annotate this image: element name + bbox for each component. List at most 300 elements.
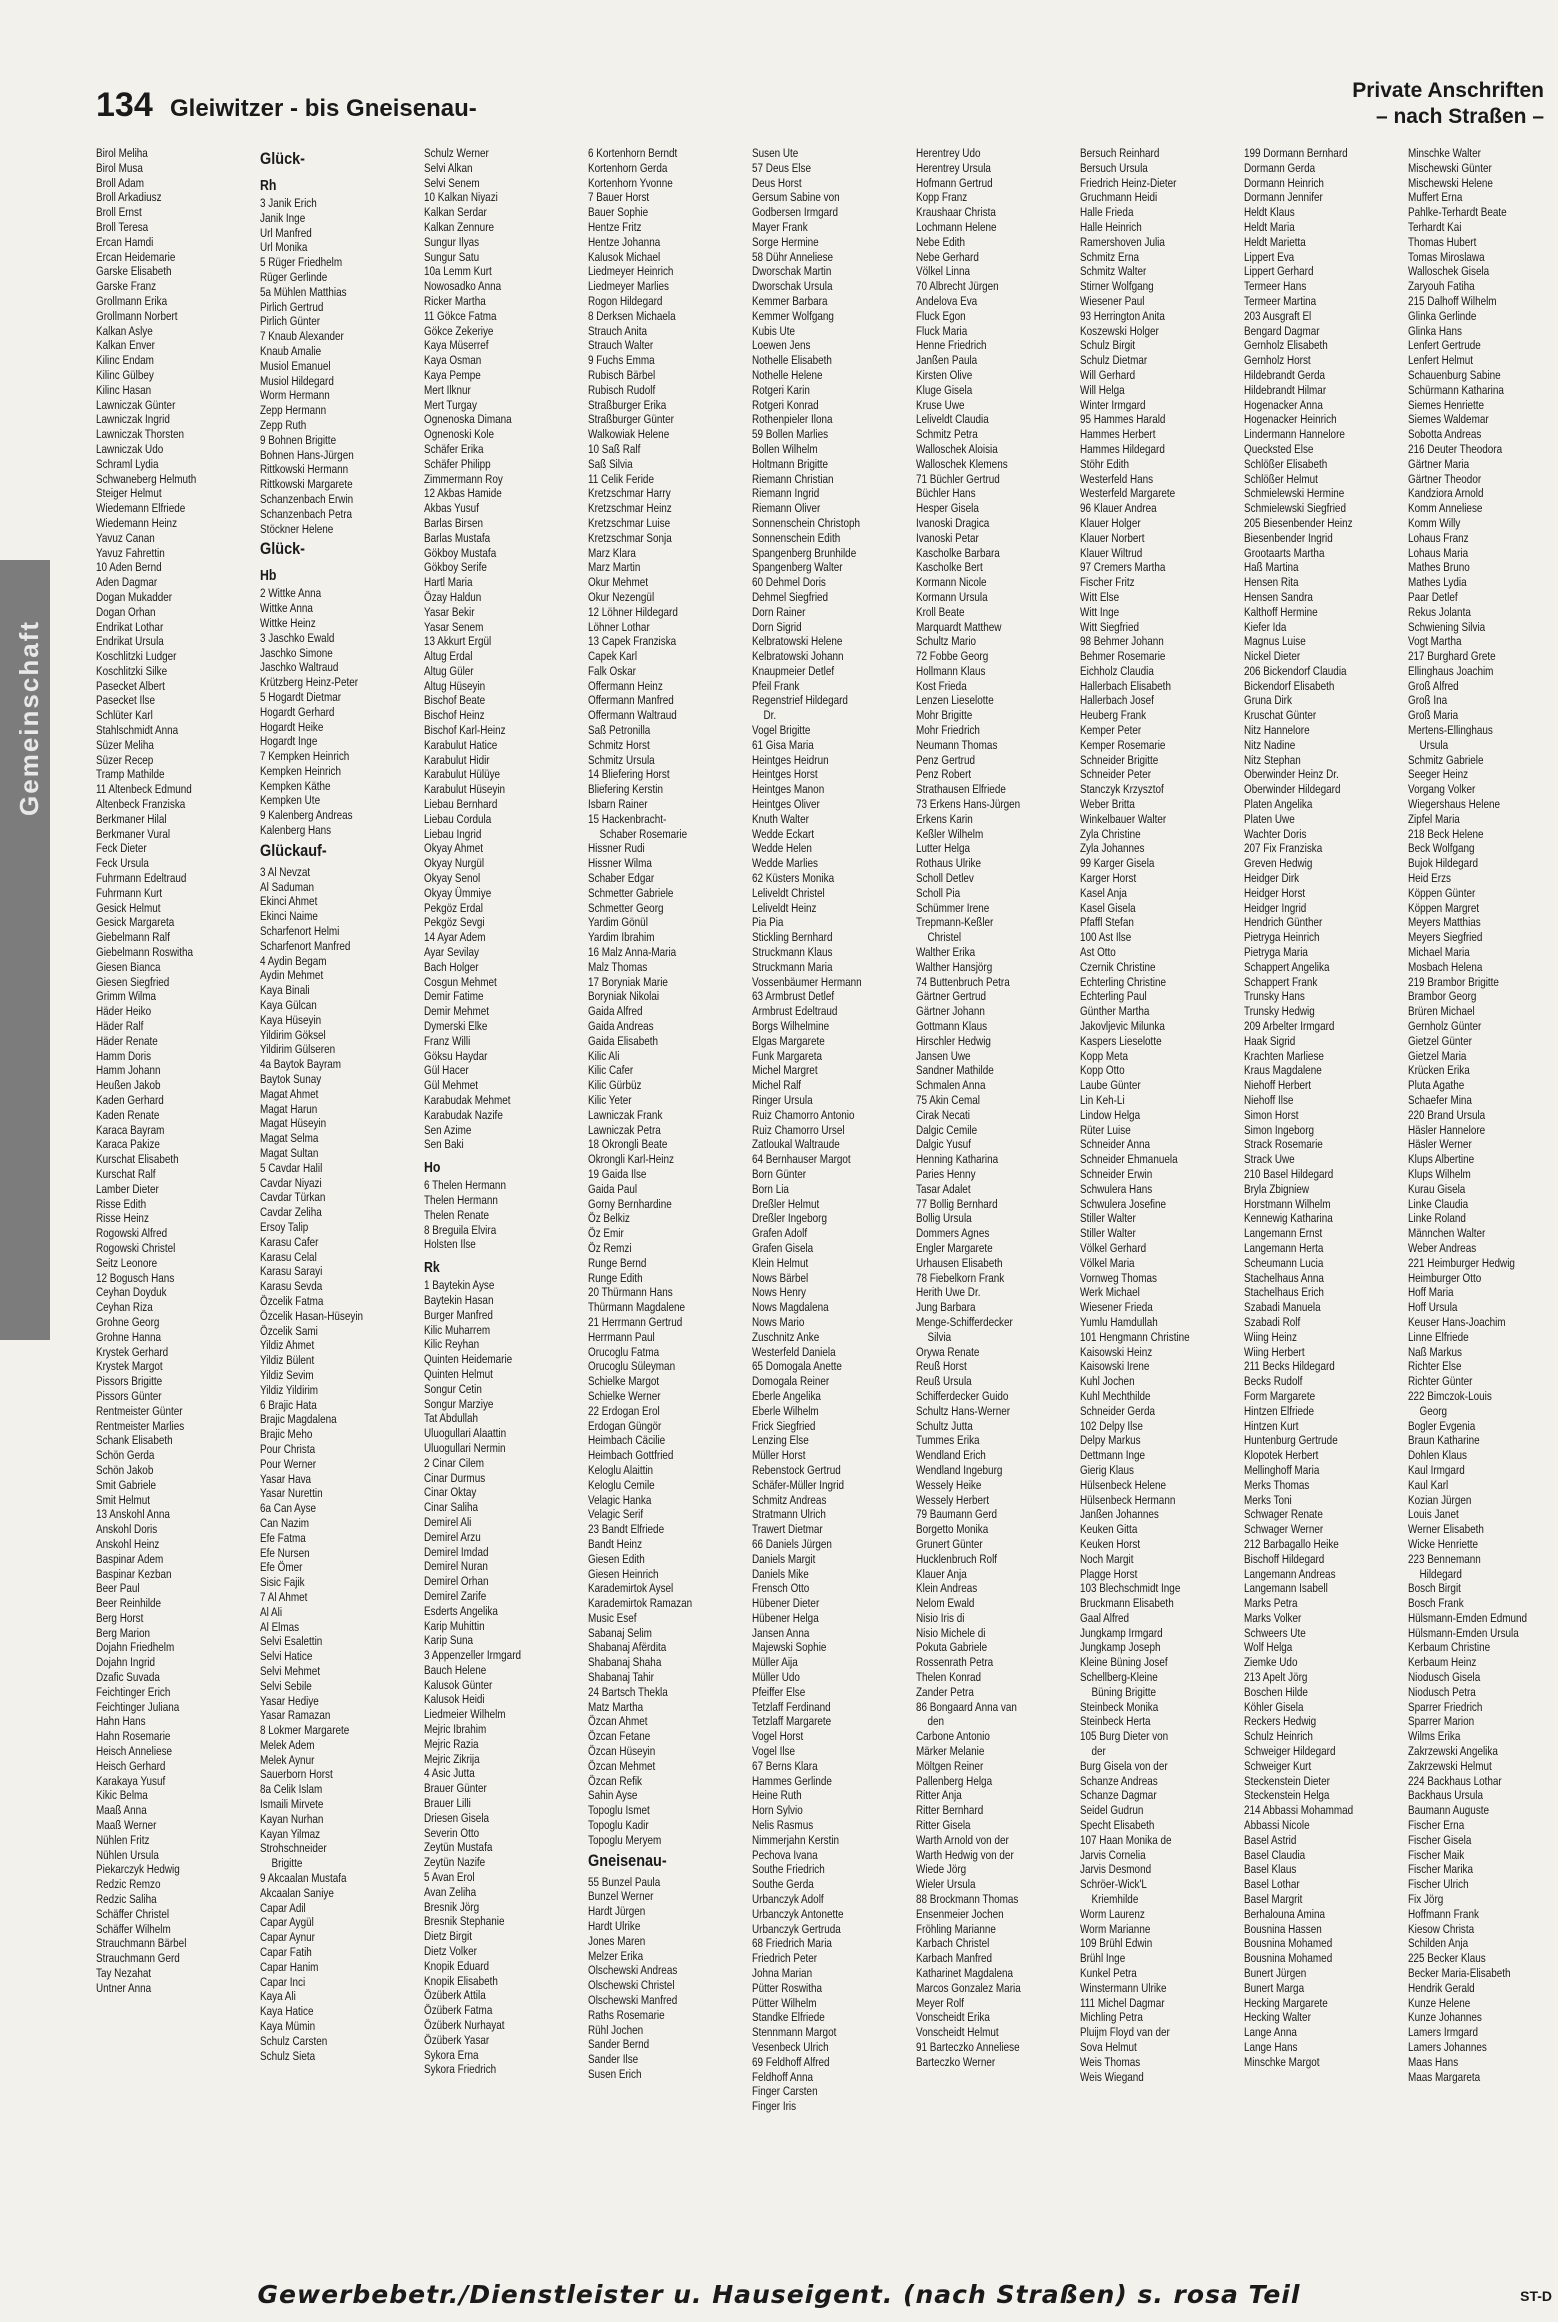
directory-entry: Gottmann Klaus [916, 1019, 988, 1034]
directory-entry: Bousnina Hassen [1244, 1921, 1322, 1936]
directory-entry: Bauer Sophie [588, 205, 649, 220]
directory-entry: Wachter Doris [1244, 826, 1307, 841]
directory-entry: Yardim Gönül [588, 915, 648, 930]
directory-entry: Hecking Walter [1244, 2010, 1311, 2025]
directory-entry: Lohaus Maria [1408, 545, 1469, 560]
directory-entry: Wiesener Paul [1080, 293, 1145, 308]
directory-entry: Kalthoff Hermine [1244, 604, 1318, 619]
directory-column-1 [96, 146, 258, 2256]
directory-entry: Pirlich Gertrud [260, 299, 324, 314]
directory-entry: Selvi Hatice [260, 1649, 313, 1664]
directory-entry: Url Monika [260, 240, 308, 255]
directory-entry: Heintges Manon [752, 782, 825, 797]
directory-entry: Cavdar Türkan [260, 1190, 326, 1205]
directory-entry: Smit Gabriele [96, 1477, 157, 1492]
directory-entry: Feldhoff Anna [752, 2069, 814, 2084]
directory-entry: Karademirtok Aysel [588, 1581, 674, 1596]
directory-entry: Cinar Oktay [424, 1485, 477, 1500]
directory-entry: 214 Abbassi Mohammad [1244, 1803, 1354, 1818]
directory-entry: Termeer Martina [1244, 293, 1317, 308]
directory-entry: Bousnina Mohamed [1244, 1951, 1333, 1966]
directory-entry: Demir Fatime [424, 989, 484, 1004]
directory-entry: Demirel Ali [424, 1514, 472, 1529]
directory-entry: Bischof Heinz [424, 708, 485, 723]
directory-entry: Falk Oskar [588, 663, 636, 678]
directory-entry: Bresnik Stephanie [424, 1914, 505, 1929]
directory-entry: Fix Jörg [1408, 1892, 1444, 1907]
directory-entry: Schwulera Hans [1080, 1181, 1153, 1196]
directory-entry: Yildiz Bülent [260, 1353, 315, 1368]
directory-entry: Schneider Erwin [1080, 1166, 1153, 1181]
directory-entry: Nitz Hannelore [1244, 723, 1310, 738]
directory-entry: Strohschneider [260, 1841, 327, 1856]
directory-entry: Winstermann Ulrike [1080, 1980, 1167, 1995]
directory-entry: Kalenberg Hans [260, 823, 332, 838]
footer-note: Gewerbebetr./Dienstleister u. Hauseigent. (nach Straßen) s. rosa Teil [257, 2280, 1301, 2309]
directory-entry: Barteczko Werner [916, 2054, 996, 2069]
directory-entry: Thelen Hermann [424, 1192, 498, 1207]
directory-entry: Basel Astrid [1244, 1832, 1297, 1847]
directory-entry: Dormann Gerda [1244, 160, 1316, 175]
directory-entry: Mayer Frank [752, 219, 808, 234]
directory-entry: Jarvis Desmond [1080, 1862, 1152, 1877]
directory-entry: Schraml Lydia [96, 456, 159, 471]
directory-entry: 4a Baytok Bayram [260, 1057, 342, 1072]
directory-entry: Marquardt Matthew [916, 619, 1002, 634]
directory-entry: Andelova Eva [916, 293, 978, 308]
directory-entry: Saß Silvia [588, 456, 633, 471]
directory-entry: 7 Knaub Alexander [260, 329, 344, 344]
directory-entry: Yavuz Canan [96, 530, 155, 545]
directory-entry: Silvia [927, 1329, 952, 1344]
directory-entry: Schneider Ehmanuela [1080, 1152, 1178, 1167]
directory-entry: 102 Delpy Ilse [1080, 1418, 1143, 1433]
directory-entry: Demirel Orhan [424, 1574, 489, 1589]
directory-entry: 207 Fix Franziska [1244, 841, 1323, 856]
directory-entry: Berhalouna Amina [1244, 1906, 1326, 1921]
directory-entry: Gernholz Elisabeth [1244, 338, 1328, 353]
directory-entry: Lawniczak Günter [96, 397, 176, 412]
directory-entry: Ramershoven Julia [1080, 234, 1165, 249]
directory-entry: Glinka Gerlinde [1408, 308, 1477, 323]
directory-entry: Dorn Rainer [752, 604, 806, 619]
directory-column-8 [1244, 146, 1406, 2256]
directory-entry: Magnus Luise [1244, 634, 1306, 649]
directory-entry: Langemann Herta [1244, 1240, 1324, 1255]
directory-entry: Heisch Anneliese [96, 1744, 173, 1759]
directory-entry: Al Ali [260, 1604, 283, 1619]
directory-entry: Groß Ina [1408, 693, 1448, 708]
directory-entry: Hentze Johanna [588, 234, 661, 249]
directory-entry: Aden Dagmar [96, 575, 158, 590]
directory-entry: Quecksted Else [1244, 441, 1314, 456]
directory-entry: Köhler Gisela [1244, 1699, 1304, 1714]
directory-entry: Zander Petra [916, 1684, 974, 1699]
directory-listing [96, 146, 1546, 2256]
directory-entry: Lippert Eva [1244, 249, 1295, 264]
directory-entry: Heldt Maria [1244, 219, 1295, 234]
directory-entry: Pissors Brigitte [96, 1374, 163, 1389]
directory-entry: Armbrust Edeltraud [752, 1004, 838, 1019]
directory-entry: Dzafic Suvada [96, 1670, 160, 1685]
directory-entry: Ercan Heidemarie [96, 249, 176, 264]
directory-entry: Backhaus Ursula [1408, 1788, 1483, 1803]
directory-entry: 11 Celik Feride [588, 471, 654, 486]
directory-entry: Schmitz Petra [916, 427, 978, 442]
directory-entry: Karabulut Hülüye [424, 767, 501, 782]
directory-entry: 21 Herrmann Gertrud [588, 1314, 683, 1329]
directory-entry: 6 Kortenhorn Berndt [588, 146, 678, 160]
directory-entry: 4 Aydin Begam [260, 953, 327, 968]
directory-entry: Ceyhan Riza [96, 1300, 153, 1315]
directory-entry: Öz Emir [588, 1226, 624, 1241]
directory-entry: Baspinar Kezban [96, 1566, 172, 1581]
directory-entry: Demirel Nuran [424, 1559, 488, 1574]
directory-entry: Schmitz Andreas [752, 1492, 827, 1507]
directory-entry: Mertens-Ellinghaus [1408, 723, 1493, 738]
directory-entry: Gierig Klaus [1080, 1462, 1135, 1477]
directory-entry: 13 Capek Franziska [588, 634, 677, 649]
directory-entry: Ognenoski Kole [424, 427, 495, 442]
directory-entry: Bengard Dagmar [1244, 323, 1320, 338]
directory-entry: Grohne Georg [96, 1314, 160, 1329]
directory-entry: Maas Hans [1408, 2054, 1459, 2069]
directory-entry: Pietryga Maria [1244, 945, 1308, 960]
directory-entry: Sova Helmut [1080, 2040, 1137, 2054]
directory-entry: Frick Siegfried [752, 1418, 816, 1433]
directory-entry: Glinka Hans [1408, 323, 1463, 338]
directory-entry: Steiger Helmut [96, 486, 162, 501]
directory-entry: Okrongli Karl-Heinz [588, 1152, 674, 1167]
directory-entry: 222 Bimczok-Louis [1408, 1388, 1492, 1403]
directory-entry: Schulz Sieta [260, 2048, 316, 2063]
directory-entry: Efe Nursen [260, 1545, 310, 1560]
directory-entry: Quinten Helmut [424, 1366, 493, 1381]
directory-entry: Leliveldt Heinz [752, 900, 817, 915]
directory-entry: Vonscheidt Helmut [916, 2025, 999, 2040]
directory-entry: Rittkowski Hermann [260, 462, 349, 477]
directory-entry: 107 Haan Monika de [1080, 1832, 1172, 1847]
directory-entry: Dojahn Ingrid [96, 1655, 155, 1670]
directory-entry: Hülsenbeck Hermann [1080, 1492, 1176, 1507]
directory-entry: Kasel Anja [1080, 885, 1127, 900]
directory-entry: Krücken Erika [1408, 1063, 1470, 1078]
directory-entry: Rekus Jolanta [1408, 604, 1471, 619]
directory-entry: Özcan Fetane [588, 1729, 651, 1744]
directory-entry: Vornweg Thomas [1080, 1270, 1158, 1285]
directory-entry: Giesen Siegfried [96, 974, 170, 989]
directory-entry: Dorn Sigrid [752, 619, 802, 634]
directory-entry: Herentrey Ursula [916, 160, 991, 175]
directory-entry: Wessely Heike [916, 1477, 982, 1492]
directory-entry: Elgas Margarete [752, 1033, 825, 1048]
directory-entry: Wendland Erich [916, 1448, 986, 1463]
directory-entry: Gaida Elisabeth [588, 1033, 659, 1048]
directory-entry: Dehmel Siegfried [752, 589, 829, 604]
directory-entry: Pütter Wilhelm [752, 1995, 817, 2010]
directory-entry: Schneider Anna [1080, 1137, 1151, 1152]
directory-entry: Mischewski Helene [1408, 175, 1493, 190]
directory-entry: Strauchmann Gerd [96, 1951, 180, 1966]
directory-entry: Bischoff Hildegard [1244, 1551, 1325, 1566]
directory-entry: Yasar Nurettin [260, 1486, 323, 1501]
directory-entry: Broll Arkadiusz [96, 190, 162, 205]
directory-entry: Lawniczak Thorsten [96, 427, 185, 442]
directory-entry: Nelom Ewald [916, 1596, 975, 1611]
directory-entry: Yasar Bekir [424, 604, 475, 619]
directory-entry: Altenbeck Franziska [96, 797, 186, 812]
directory-entry: Schäfer Philipp [424, 456, 491, 471]
directory-entry: Uluogullari Nermin [424, 1440, 506, 1455]
directory-entry: Pekgöz Erdal [424, 900, 483, 915]
directory-entry: Ursula [1419, 737, 1449, 752]
directory-entry: Özcan Ahmet [588, 1714, 648, 1729]
directory-entry: Christel [927, 930, 962, 945]
directory-entry: Stanczyk Krzysztof [1080, 782, 1164, 797]
directory-entry: Beer Paul [96, 1581, 140, 1596]
directory-entry: Walloschek Aloisia [916, 441, 998, 456]
directory-entry: Sparrer Marion [1408, 1714, 1475, 1729]
directory-entry: Schmitz Horst [588, 737, 650, 752]
directory-entry: Öz Belkiz [588, 1211, 630, 1226]
directory-entry: 18 Okrongli Beate [588, 1137, 668, 1152]
directory-entry: Hogardt Inge [260, 734, 318, 749]
directory-entry: Capar Fatih [260, 1945, 312, 1960]
directory-entry: Birol Meliha [96, 146, 148, 160]
directory-entry: Karabulut Hidir [424, 752, 490, 767]
directory-entry: 221 Heimburger Hedwig [1408, 1255, 1515, 1270]
directory-entry: Gietzel Günter [1408, 1033, 1472, 1048]
directory-entry: Zimmermann Roy [424, 471, 503, 486]
directory-entry: Haß Martina [1244, 560, 1299, 575]
directory-entry: Klups Wilhelm [1408, 1166, 1471, 1181]
directory-entry: Bischof Beate [424, 693, 486, 708]
directory-entry: Heintges Heidrun [752, 752, 829, 767]
directory-entry: 8 Breguila Elvira [424, 1222, 497, 1237]
directory-entry: Wedde Marlies [752, 856, 818, 871]
directory-entry: 109 Brühl Edwin [1080, 1936, 1153, 1951]
directory-entry: Baspinar Adem [96, 1551, 164, 1566]
directory-entry: Frensch Otto [752, 1581, 810, 1596]
directory-entry: Majewski Sophie [752, 1640, 827, 1655]
directory-entry: Schwager Werner [1244, 1522, 1324, 1537]
directory-entry: Straßburger Günter [588, 412, 674, 427]
directory-entry: Stöckner Helene [260, 521, 334, 536]
directory-entry: Thomas Hubert [1408, 234, 1477, 249]
directory-entry: Warth Hedwig von der [916, 1847, 1014, 1862]
directory-entry: 220 Brand Ursula [1408, 1107, 1486, 1122]
directory-entry: Hülsmann-Emden Edmund [1408, 1610, 1528, 1625]
directory-entry: 6 Thelen Hermann [424, 1178, 506, 1193]
directory-entry: Kretzschmar Luise [588, 515, 671, 530]
directory-entry: Carbone Antonio [916, 1729, 990, 1744]
directory-entry: Seidel Gudrun [1080, 1803, 1144, 1818]
directory-entry: Velagic Hanka [588, 1492, 652, 1507]
directory-entry: 96 Klauer Andrea [1080, 501, 1157, 516]
directory-entry: Kaden Renate [96, 1107, 160, 1122]
directory-entry: Grafen Gisela [752, 1240, 814, 1255]
directory-entry: Ekinci Naime [260, 909, 318, 924]
directory-entry: Nows Bärbel [752, 1270, 809, 1285]
directory-entry: Kerbaum Christine [1408, 1640, 1491, 1655]
directory-entry: 17 Boryniak Marie [588, 974, 668, 989]
directory-entry: Schielke Margot [588, 1374, 660, 1389]
directory-entry: Risse Edith [96, 1196, 147, 1211]
directory-entry: Pokuta Gabriele [916, 1640, 988, 1655]
directory-entry: Sykora Erna [424, 2047, 479, 2062]
directory-entry: Altug Güler [424, 663, 474, 678]
directory-entry: Ekinci Ahmet [260, 894, 318, 909]
directory-entry: Strauch Anita [588, 323, 647, 338]
directory-entry: Wilms Erika [1408, 1729, 1461, 1744]
directory-entry: Hahn Hans [96, 1714, 146, 1729]
directory-entry: Lohaus Franz [1408, 530, 1469, 545]
directory-entry: Orucoglu Fatma [588, 1344, 660, 1359]
directory-entry: Herith Uwe Dr. [916, 1285, 981, 1300]
directory-entry: Bersuch Ursula [1080, 160, 1148, 175]
directory-entry: Selvi Esalettin [260, 1634, 323, 1649]
district-heading: Rh [260, 177, 277, 194]
directory-entry: Hofmann Gertrud [916, 175, 993, 190]
directory-entry: 72 Fobbe Georg [916, 649, 989, 664]
directory-entry: Lenzen Lieselotte [916, 693, 994, 708]
directory-entry: Termeer Hans [1244, 279, 1307, 294]
directory-entry: Nisio Iris di [916, 1610, 965, 1625]
directory-entry: 199 Dormann Bernhard [1244, 146, 1348, 160]
directory-entry: Hahn Rosemarie [96, 1729, 171, 1744]
directory-entry: Schweiger Hildegard [1244, 1744, 1336, 1759]
directory-entry: Nickel Dieter [1244, 649, 1301, 664]
directory-entry: Tomas Miroslawa [1408, 249, 1485, 264]
directory-entry: Cosgun Mehmet [424, 974, 497, 989]
directory-entry: 100 Ast Ilse [1080, 930, 1132, 945]
directory-entry: Mejric Zikrija [424, 1751, 480, 1766]
directory-entry: Brambor Georg [1408, 989, 1477, 1004]
directory-entry: Grunert Günter [916, 1536, 983, 1551]
directory-entry: 95 Hammes Harald [1080, 412, 1166, 427]
directory-entry: Schmitz Ursula [588, 752, 655, 767]
directory-entry: Herrmann Paul [588, 1329, 655, 1344]
directory-entry: Pirlich Günter [260, 314, 321, 329]
directory-entry: Hogenacker Heinrich [1244, 412, 1337, 427]
directory-entry: Echterling Christine [1080, 974, 1166, 989]
directory-entry: Marz Martin [588, 560, 641, 575]
directory-entry: Märker Melanie [916, 1744, 985, 1759]
directory-entry: Urbanczyk Gertruda [752, 1921, 841, 1936]
directory-entry: Ritter Bernhard [916, 1803, 984, 1818]
directory-entry: Bickendorf Elisabeth [1244, 678, 1335, 693]
directory-entry: Hamm Johann [96, 1063, 161, 1078]
directory-entry: Wessely Herbert [916, 1492, 990, 1507]
directory-entry: Urhausen Elisabeth [916, 1255, 1003, 1270]
directory-entry: Rossenrath Petra [916, 1655, 994, 1670]
directory-entry: Steckenstein Dieter [1244, 1773, 1330, 1788]
directory-entry: 223 Bennemann [1408, 1551, 1481, 1566]
directory-entry: Lippert Gerhard [1244, 264, 1314, 279]
directory-entry: Huntenburg Gertrude [1244, 1433, 1338, 1448]
directory-entry: Pissors Günter [96, 1388, 162, 1403]
directory-entry: Nebe Gerhard [916, 249, 979, 264]
directory-entry: Olschewski Christel [588, 1978, 675, 1993]
directory-entry: Selvi Mehmet [260, 1663, 321, 1678]
directory-entry: 10 Kalkan Niyazi [424, 190, 498, 205]
directory-entry: Karaca Bayram [96, 1122, 165, 1137]
directory-entry: Schultz Mario [916, 634, 977, 649]
directory-entry: Borgs Wilhelmine [752, 1019, 830, 1034]
directory-entry: Fischer Gisela [1408, 1832, 1472, 1847]
directory-entry: Mejric Razia [424, 1736, 479, 1751]
directory-entry: Feck Ursula [96, 856, 149, 871]
directory-entry: 55 Bunzel Paula [588, 1874, 661, 1889]
directory-entry: Yardim Ibrahim [588, 930, 655, 945]
directory-entry: Feck Dieter [96, 841, 147, 856]
directory-entry: Thelen Konrad [916, 1670, 982, 1685]
directory-entry: Schön Jakob [96, 1462, 154, 1477]
directory-entry: Hardt Jürgen [588, 1904, 646, 1919]
directory-entry: Köppen Günter [1408, 885, 1476, 900]
directory-entry: Dojahn Friedhelm [96, 1640, 175, 1655]
directory-entry: Karasu Celal [260, 1249, 317, 1264]
directory-entry: Matz Martha [588, 1699, 644, 1714]
directory-entry: Kalusok Michael [588, 249, 661, 264]
directory-entry: Untner Anna [96, 1980, 152, 1995]
directory-entry: Selvi Sebile [260, 1678, 312, 1693]
directory-entry: Liebau Bernhard [424, 797, 498, 812]
directory-entry: Offermann Waltraud [588, 708, 677, 723]
directory-entry: Lange Anna [1244, 2025, 1297, 2040]
directory-entry: Kempken Käthe [260, 778, 331, 793]
directory-entry: Seeger Heinz [1408, 767, 1469, 782]
directory-entry: Pfaffl Stefan [1080, 915, 1134, 930]
directory-entry: Giesen Bianca [96, 959, 161, 974]
directory-column-4 [588, 146, 750, 2256]
directory-entry: Kilic Muharrem [424, 1322, 491, 1337]
directory-entry: Schmalen Anna [916, 1078, 986, 1093]
directory-entry: Shabanaj Tahir [588, 1670, 654, 1685]
directory-entry: Kaden Gerhard [96, 1093, 164, 1107]
directory-entry: Ayar Sevilay [424, 945, 479, 960]
directory-entry: Schmetter Georg [588, 900, 664, 915]
directory-entry: Werk Michael [1080, 1285, 1140, 1300]
directory-entry: 75 Akin Cemal [916, 1093, 980, 1107]
directory-entry: Sander Ilse [588, 2052, 639, 2067]
directory-entry: 59 Bollen Marlies [752, 427, 829, 442]
directory-entry: Kaya Pempe [424, 367, 481, 382]
directory-entry: Gärtner Gertrud [916, 989, 986, 1004]
directory-entry: Okyay Ümmiye [424, 885, 492, 900]
directory-entry: 86 Bongaard Anna van [916, 1699, 1017, 1714]
directory-entry: Hucklenbruch Rolf [916, 1551, 998, 1566]
directory-entry: Krachten Marliese [1244, 1048, 1324, 1063]
directory-column-9 [1408, 146, 1546, 2256]
directory-entry: Hoff Ursula [1408, 1300, 1458, 1315]
directory-entry: Kascholke Bert [916, 560, 983, 575]
directory-entry: Özcan Mehmet [588, 1758, 656, 1773]
directory-entry: Janßen Paula [916, 353, 978, 368]
directory-entry: Shabanaj Shaha [588, 1655, 662, 1670]
directory-entry: Kaya Ali [260, 1989, 296, 2004]
directory-entry: Langemann Ernst [1244, 1226, 1323, 1241]
directory-entry: Stiller Walter [1080, 1226, 1136, 1241]
directory-entry: Runge Bernd [588, 1255, 647, 1270]
directory-entry: Hoff Maria [1408, 1285, 1454, 1300]
directory-entry: Hogardt Gerhard [260, 704, 335, 719]
directory-entry: Vogel Brigitte [752, 723, 811, 738]
directory-entry: Krützberg Heinz-Peter [260, 675, 359, 690]
directory-entry: Kilic Ali [588, 1048, 620, 1063]
directory-entry: Will Helga [1080, 382, 1125, 397]
directory-entry: Platen Angelika [1244, 797, 1313, 812]
